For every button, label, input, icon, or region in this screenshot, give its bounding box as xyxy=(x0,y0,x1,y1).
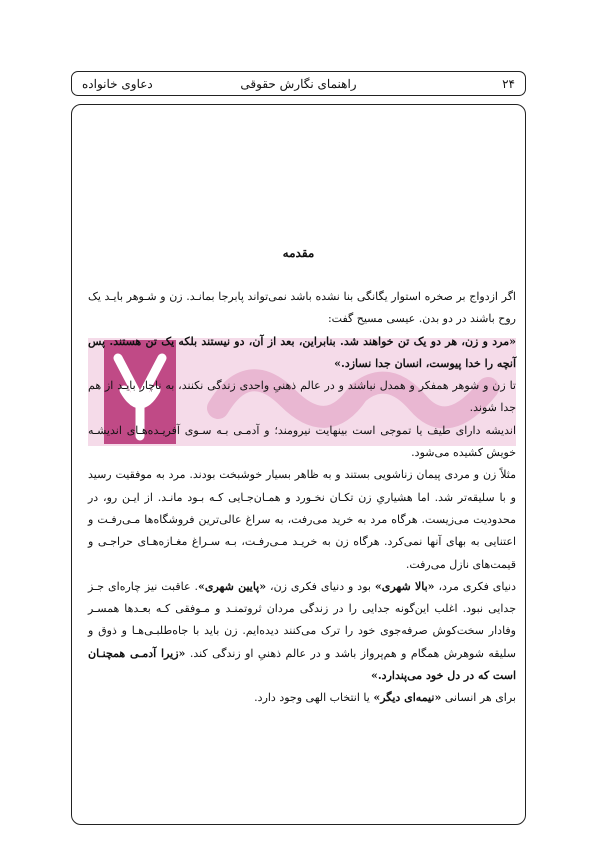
paragraph xyxy=(88,687,516,709)
body-text xyxy=(88,286,516,710)
bold-quote: «زیرا آدمـی همچنـان است که در دل خود می‌پندارد.» xyxy=(88,646,516,683)
text-run: بود و دنیای فکری زن، xyxy=(266,579,375,593)
scripture-quote: «مرد و زن، هر دو یک تن خواهند شد. بنابراین، بعد از آن، دو نیستند بلکه یک تن هستند. پس آنچه را خدا پیوست، انسان جدا نسازد.» xyxy=(88,334,516,370)
text-run: . عاقبت نیز چاره‌ای جـز جدایی نبود. اغلب این‌گونه جدایی را در زندگی مردان ثروتمنـد و مـوفقی کـه بعـدها همسـر وفادار سخت‌کوش صرفه‌جوی خود را ترک می‌کنند دیده‌ایم. زن باید با جاه‌طلبـی‌هـا و ذوق و سلیقه شوهرش همگام و هم‌پرواز باشد و در عالم ذهنیِ او زندگی کند. xyxy=(88,579,516,660)
bold-phrase: «پایین شهری» xyxy=(197,579,267,593)
section-title: مقدمه xyxy=(282,246,315,260)
paragraph: اگر ازدواج بر صخره استوار یگانگی بنا نشده باشد نمی‌تواند پابرجا بمانـد. زن و شـوهر بایـد یک روح باشند در دو بدن. عیسی مسیح گفت: xyxy=(88,290,516,326)
text-run: یا انتخاب الهی وجود دارد. xyxy=(254,691,374,705)
bold-phrase: «نیمه‌ای دیگر» xyxy=(373,691,442,705)
paragraph: اندیشه دارای طیف یا تموجی است بینهایت نیرومند؛ و آدمـی بـه سـوی آفریـده‌هـای اندیشـه خویش کشیده می‌شود. xyxy=(88,423,516,460)
text-run: برای هر انسانی xyxy=(441,691,516,705)
paragraph xyxy=(88,576,516,687)
bold-phrase: «بالا شهری» xyxy=(374,579,435,593)
page-number: ۲۴ xyxy=(502,77,515,91)
text-run: دنیای فکری مرد، xyxy=(434,579,517,593)
book-title: راهنمای نگارش حقوقی xyxy=(240,77,357,91)
chapter-title: دعاوی خانواده xyxy=(82,77,153,91)
paragraph: تا زن و شوهر همفکر و همدل نباشند و در عالم ذهنیِ واحدی زندگی نکنند، به ناچار بایـد از هم جدا شوند. xyxy=(88,379,516,415)
running-header xyxy=(71,71,526,96)
paragraph: مثلاً زن و مردی پیمان زناشویی بستند و به ظاهر بسیار خوشبخت بودند. مرد به موفقیت رسید و با سلیقه‌تر شد. اما هشیاریِ زن تکـان نخـورد و همـان‌جـایی کـه بـود مانـد. از ایـن رو، در محدودیت می‌زیست. هرگاه مرد به خرید می‌رفت، به سراغ عالی‌ترین فروشگاه‌ها مـی‌رفـت و اعتنایی به بهای آنها نمی‌کرد. هرگاه زن به خریـد مـی‌رفـت، بـه سـراغ مغـازه‌هـای حراجـی و قیمت‌های نازل می‌رفت. xyxy=(88,468,516,571)
